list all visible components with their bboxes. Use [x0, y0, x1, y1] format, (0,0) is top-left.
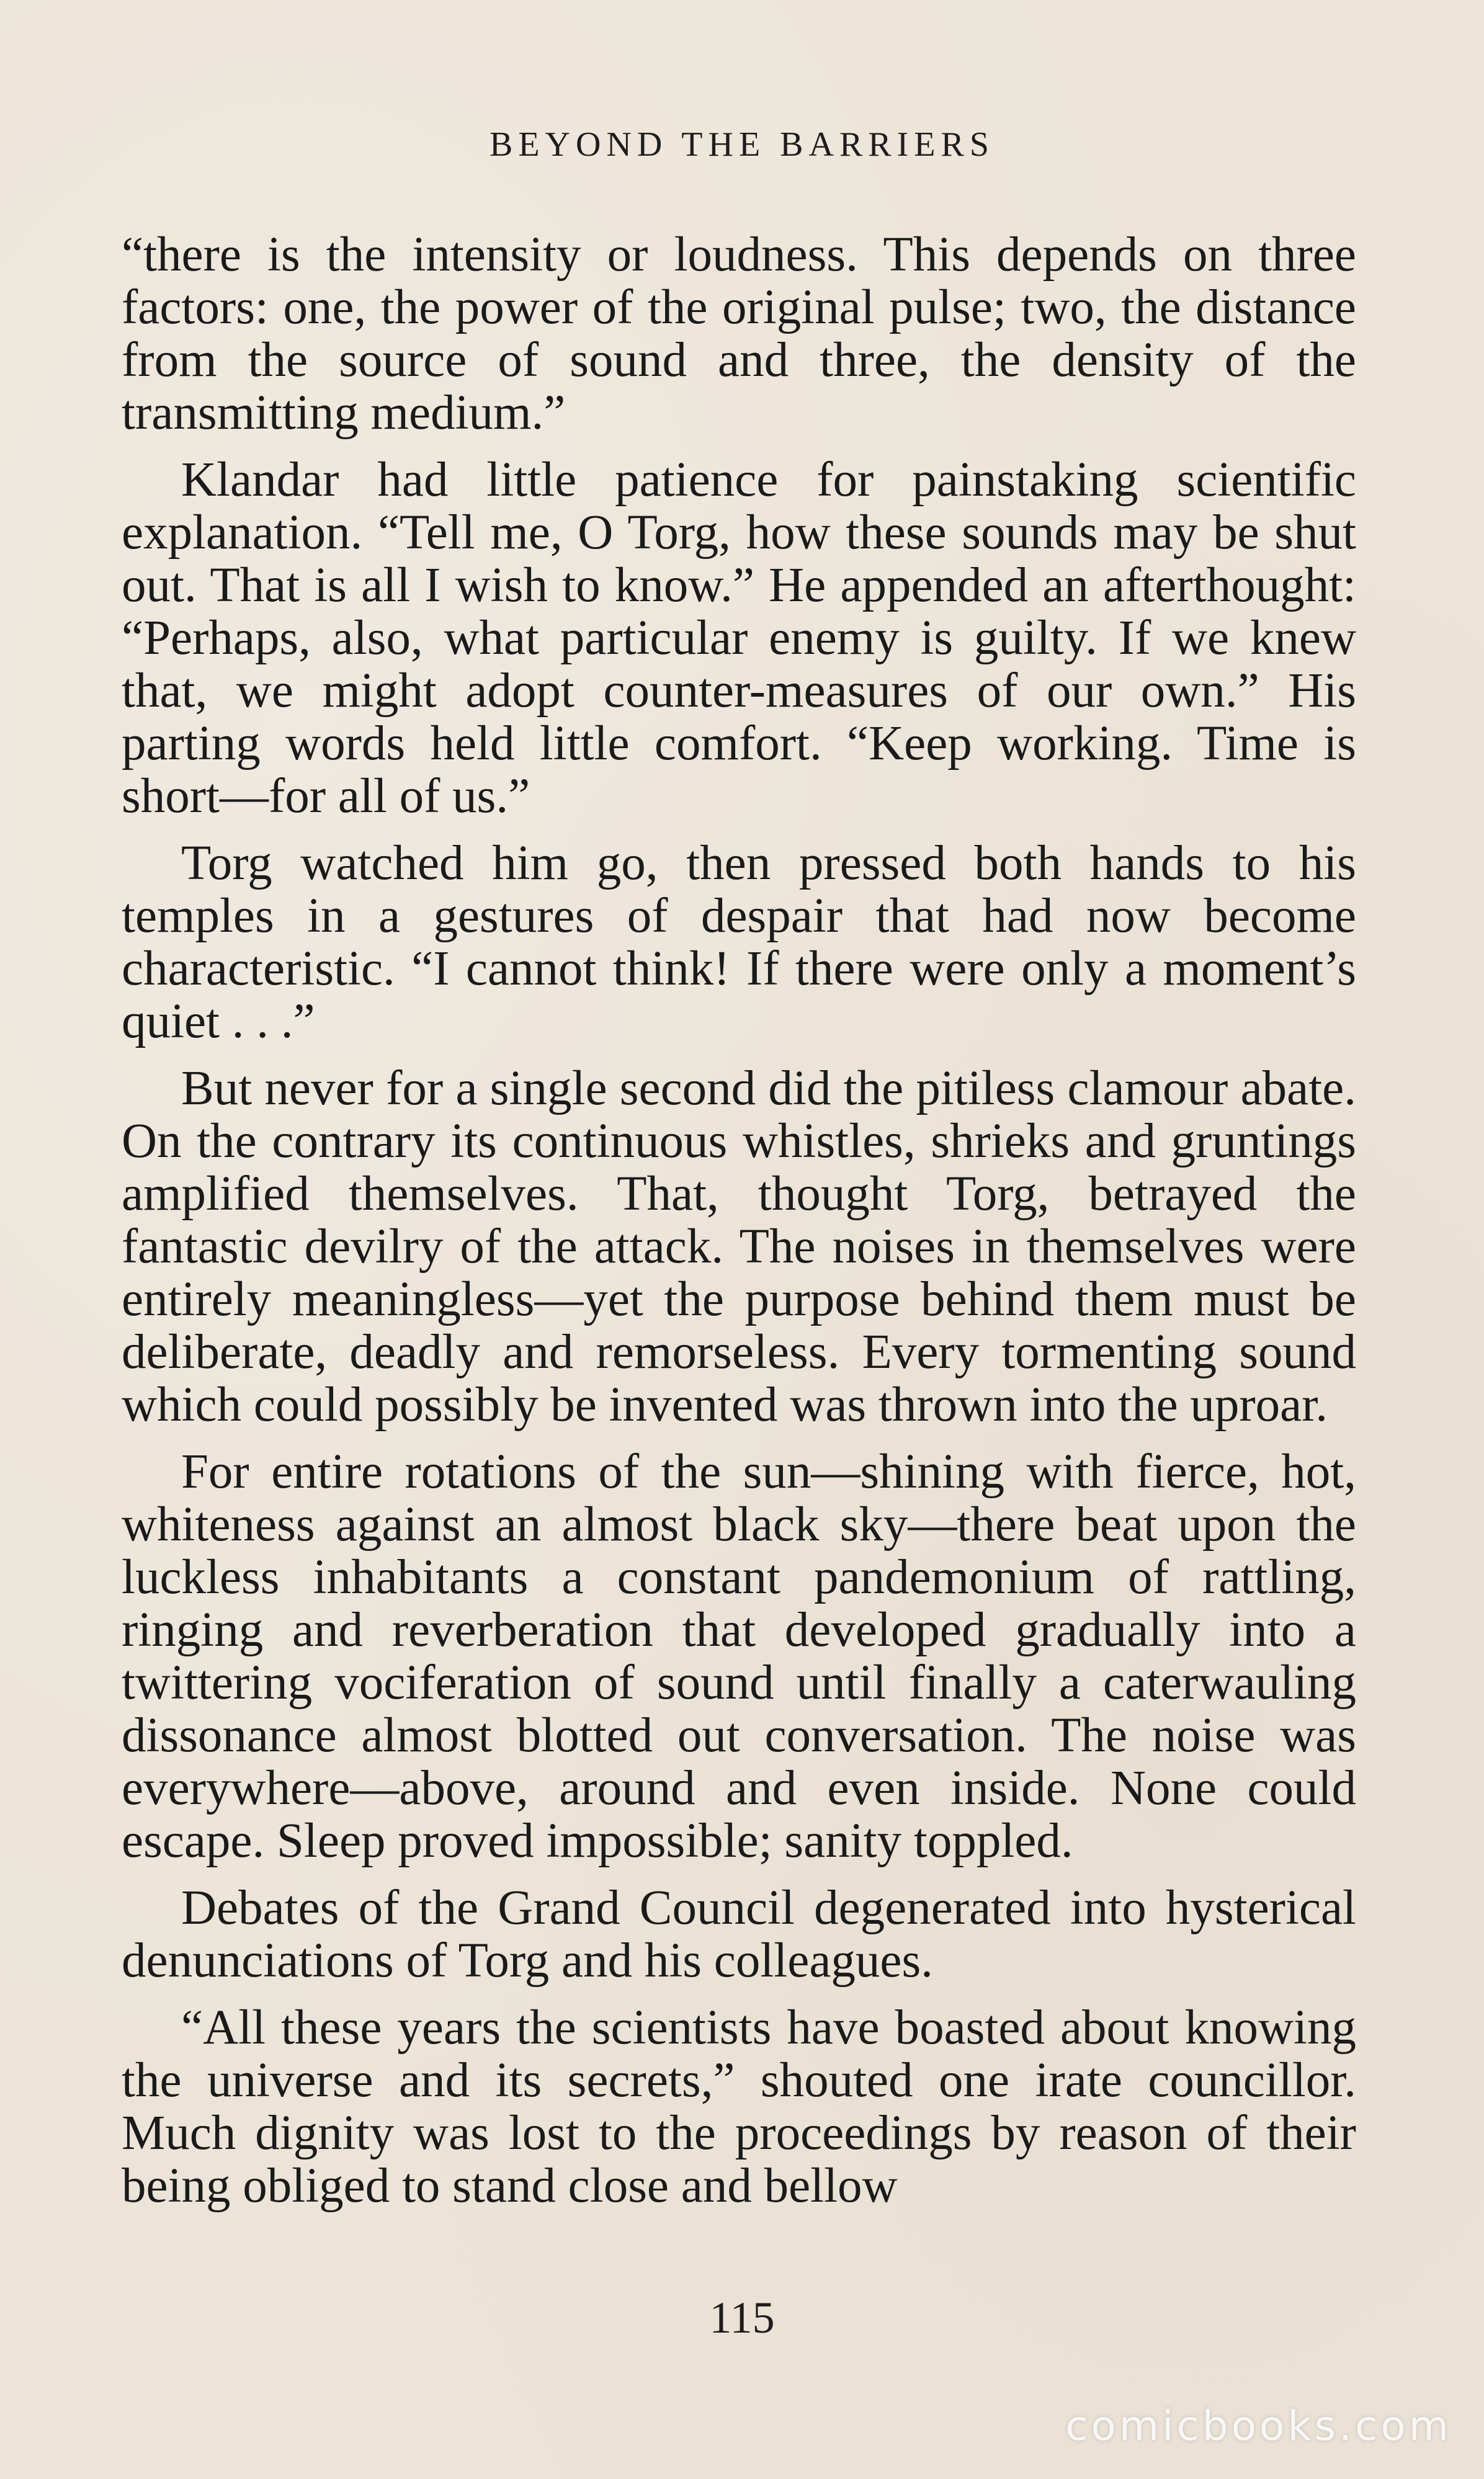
body-text: [122, 228, 1356, 2227]
paragraph: For entire rotations of the sun—shining with fierce, hot, whiteness against an almost black sky—there beat upon the luckless inhabitants a constant pandemonium of rattling, ringing and reverberation that developed gradually into a twittering vociferation of sound until finally a caterwauling dissonance almost blotted out conversation. The noise was everywhere—above, around and even inside. None could escape. Sleep proved impossible; sanity toppled.: [122, 1445, 1356, 1868]
paragraph: Debates of the Grand Council degenerated into hysterical denunciations of Torg and his colleagues.: [122, 1881, 1356, 1988]
running-header: BEYOND THE BARRIERS: [489, 125, 995, 164]
watermark: comicbooks.com: [1065, 2402, 1452, 2450]
paragraph: Klandar had little patience for painstaking scientific explanation. “Tell me, O Torg, how these sounds may be shut out. That is all I wish to know.” He appended an afterthought: “Perhaps, also, what particular enemy is guilty. If we knew that, we might adopt counter-measures of our own.” His parting words held little comfort. “Keep working. Time is short—for all of us.”: [122, 453, 1356, 823]
paragraph: But never for a single second did the pitiless clamour abate. On the contrary its continuous whistles, shrieks and gruntings amplified themselves. That, thought Torg, betrayed the fantastic devilry of the attack. The noises in themselves were entirely meaningless—yet the purpose behind them must be deliberate, deadly and remorseless. Every tormenting sound which could possibly be invented was thrown into the uproar.: [122, 1061, 1356, 1432]
paragraph: “there is the intensity or loudness. This depends on three factors: one, the power of the original pulse; two, the distance from the source of sound and three, the density of the transmitting medium.”: [122, 228, 1356, 440]
paragraph: “All these years the scientists have boasted about knowing the universe and its secrets,” shouted one irate councillor. Much dignity was lost to the proceedings by reason of their being obliged to stand close and bellow: [122, 2001, 1356, 2213]
page-number: 115: [709, 2293, 775, 2343]
paragraph: Torg watched him go, then pressed both hands to his temples in a gestures of despair that had now become characteristic. “I cannot think! If there were only a moment’s quiet . . .”: [122, 836, 1356, 1048]
